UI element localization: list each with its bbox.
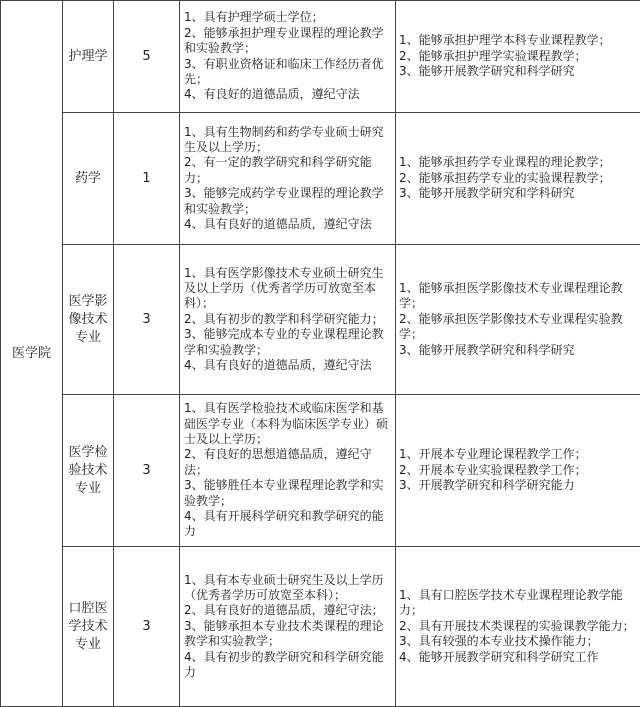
- duty-item: 3、开展教学研究和科学研究能力: [399, 478, 639, 493]
- duty-item: 2、具有开展技术类课程的实验课教学能力；: [399, 619, 639, 634]
- major-cell: [63, 113, 114, 245]
- duty-item: 3、能够开展教学研究和学科研究: [399, 186, 639, 201]
- condition-item: 3、能够完成药学专业课程的理论教学和实验教学；: [184, 186, 393, 217]
- duty-item: 2、能够承担护理学实验课程教学；: [399, 49, 639, 64]
- major-label: 医学影像技术专业: [68, 294, 107, 345]
- condition-item: 4、具有开展科学研究和教学研究的能力: [184, 509, 393, 540]
- condition-item: 1、具有本专业硕士研究生及以上学历（优秀者学历可放宽至本科）；: [184, 573, 393, 604]
- count-cell: 3: [114, 395, 180, 547]
- major-label: 药学: [75, 171, 101, 186]
- duty-item: 3、能够开展教学研究和科学研究: [399, 64, 639, 79]
- duty-item: 3、具有较强的本专业技术操作能力；: [399, 634, 639, 649]
- duties-cell: [396, 547, 640, 707]
- duty-item: 1、具有口腔医学技术专业课程理论教学能力；: [399, 588, 639, 619]
- conditions-cell: [180, 1, 396, 113]
- major-cell: [63, 395, 114, 547]
- duty-item: 2、开展本专业实验课程教学工作；: [399, 463, 639, 478]
- condition-item: 2、有良好的思想道德品质，遵纪守法；: [184, 447, 393, 478]
- duty-item: 3、能够开展教学研究和科学研究: [399, 343, 639, 358]
- duty-item: 1、能够承担药学专业课程的理论教学；: [399, 155, 639, 170]
- condition-item: 4、具有良好的道德品质，遵纪守法: [184, 217, 393, 232]
- condition-item: 4、有良好的道德品质，遵纪守法: [184, 87, 393, 102]
- condition-item: 1、具有生物制药和药学专业硕士研究生及以上学历；: [184, 125, 393, 156]
- condition-item: 1、具有护理学硕士学位；: [184, 10, 393, 25]
- duty-item: 1、能够承担护理学本科专业课程教学；: [399, 33, 639, 48]
- count-cell: 5: [114, 1, 180, 113]
- table-row: [1, 395, 640, 547]
- condition-item: 1、具有医学影像技术专业硕士研究生及以上学历（优秀者学历可放宽至本科）；: [184, 266, 393, 312]
- conditions-cell: [180, 395, 396, 547]
- condition-item: 2、有一定的教学研究和科学研究能力；: [184, 155, 393, 186]
- condition-item: 4、具有初步的教学研究和科学研究能力: [184, 650, 393, 681]
- table-row: [1, 547, 640, 707]
- major-label: 医学检验技术专业: [68, 445, 107, 496]
- conditions-cell: [180, 547, 396, 707]
- major-label: 护理学: [68, 49, 107, 64]
- duties-cell: [396, 245, 640, 395]
- count-cell: 1: [114, 113, 180, 245]
- count-cell: 3: [114, 547, 180, 707]
- table-row: [1, 113, 640, 245]
- table-row: [1, 245, 640, 395]
- major-cell: [63, 1, 114, 113]
- duties-cell: [396, 1, 640, 113]
- condition-item: 3、有职业资格证和临床工作经历者优先；: [184, 57, 393, 88]
- conditions-cell: [180, 113, 396, 245]
- duties-cell: [396, 395, 640, 547]
- condition-item: 1、具有医学检验技术或临床医学和基础医学专业（本科为临床医学专业）硕士及以上学历；: [184, 401, 393, 447]
- table-row: [1, 1, 640, 113]
- duty-item: 4、能够开展教学研究和科学研究工作: [399, 650, 639, 665]
- condition-item: 2、具有初步的教学和科学研究能力；: [184, 312, 393, 327]
- condition-item: 3、能够承担本专业技术类课程的理论教学和实验教学；: [184, 619, 393, 650]
- college-cell: 医学院: [1, 1, 63, 707]
- condition-item: 2、具有良好的道德品质，遵纪守法；: [184, 603, 393, 618]
- duty-item: 1、开展本专业理论课程教学工作；: [399, 447, 639, 462]
- duty-item: 2、能够承担医学影像技术专业课程实验教学；: [399, 312, 639, 343]
- condition-item: 3、能够胜任本专业课程理论教学和实验教学；: [184, 478, 393, 509]
- conditions-cell: [180, 245, 396, 395]
- duty-item: 2、能够承担药学专业的实验课程教学；: [399, 171, 639, 186]
- condition-item: 3、能够完成本专业的专业课程理论教学和实验教学；: [184, 327, 393, 358]
- duties-cell: [396, 113, 640, 245]
- major-cell: [63, 547, 114, 707]
- count-cell: 3: [114, 245, 180, 395]
- condition-item: 4、具有良好的道德品质，遵纪守法: [184, 358, 393, 373]
- condition-item: 2、能够承担护理专业课程的理论教学和实验教学；: [184, 26, 393, 57]
- duty-item: 1、能够承担医学影像技术专业课程理论教学；: [399, 281, 639, 312]
- major-label: 口腔医学技术专业: [68, 601, 107, 652]
- major-cell: [63, 245, 114, 395]
